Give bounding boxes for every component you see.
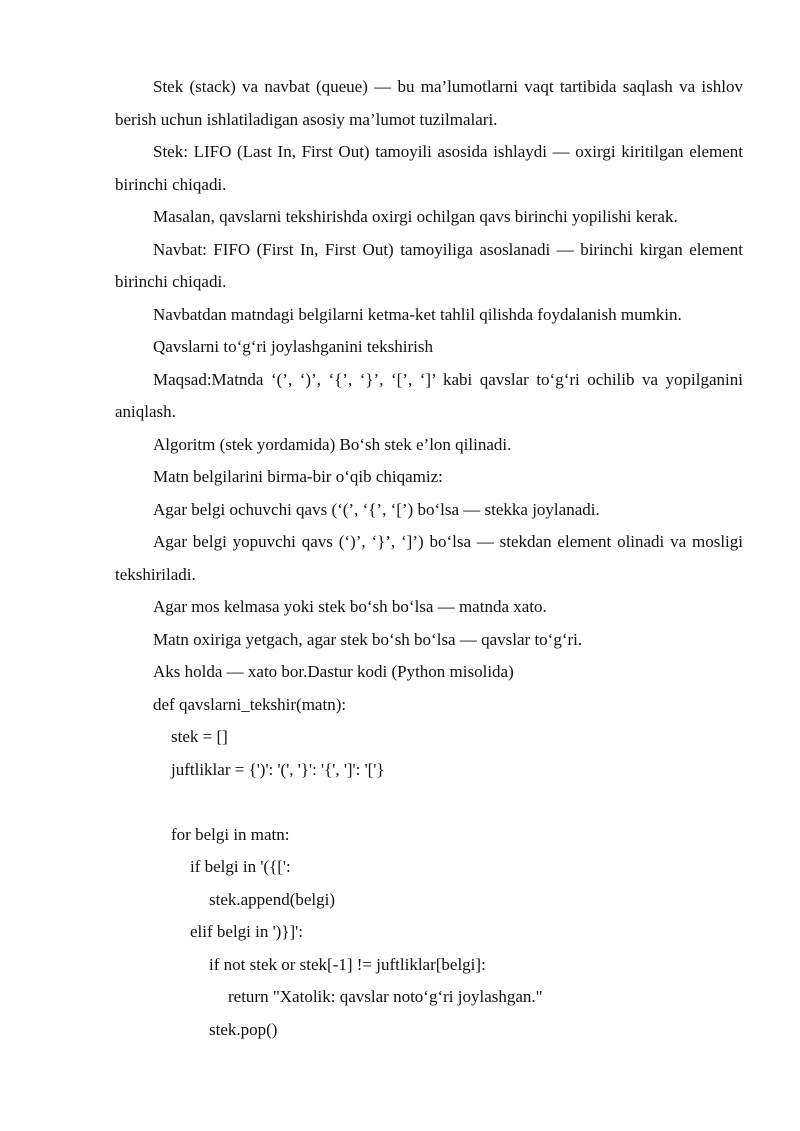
paragraph-step-mismatch: Agar mos kelmasa yoki stek bo‘sh bo‘lsa — matnda xato.: [153, 597, 547, 616]
paragraph-algorithm: Algoritm (stek yordamida) Bo‘sh stek e’lon qilinadi.: [153, 434, 512, 454]
section-heading: Qavslarni to‘g‘ri joylashganini tekshirish: [153, 337, 433, 356]
code-line: stek.pop(): [209, 1019, 278, 1039]
code-line: elif belgi in ')}]':: [190, 922, 303, 941]
code-line: def qavslarni_tekshir(matn):: [153, 694, 347, 714]
code-block: [115, 689, 743, 1047]
code-line: for belgi in matn:: [171, 824, 290, 844]
code-line: if belgi in '({[':: [190, 857, 291, 876]
paragraph-intro: Stek (stack) va navbat (queue) — bu ma’lumotlarni vaqt tartibida saqlash va ishlov berish uchun ishlatiladigan asosiy ma’lumot tuzilmalari.: [115, 77, 743, 129]
paragraph-queue-usage: Navbatdan matndagi belgilarni ketma-ket tahlil qilishda foydalanish mumkin.: [153, 304, 682, 324]
paragraph-queue-definition: Navbat: FIFO (First In, First Out) tamoyiliga asoslanadi — birinchi kirgan element birinchi chiqadi.: [115, 239, 743, 291]
code-line: return "Xatolik: qavslar noto‘g‘ri joylashgan.": [228, 987, 543, 1006]
paragraph-otherwise: Aks holda — xato bor.Dastur kodi (Python misolida): [153, 662, 514, 681]
code-blank-line: [115, 786, 743, 819]
document-page: [115, 71, 743, 1046]
code-line: stek.append(belgi): [209, 889, 336, 909]
paragraph-stack-definition: Stek: LIFO (Last In, First Out) tamoyili asosida ishlaydi — oxirgi kiritilgan element birinchi chiqadi.: [115, 142, 743, 194]
paragraph-step-end: Matn oxiriga yetgach, agar stek bo‘sh bo‘lsa — qavslar to‘g‘ri.: [153, 629, 583, 649]
code-line: if not stek or stek[-1] != juftliklar[belgi]:: [209, 954, 486, 974]
code-line: juftliklar = {')': '(', '}': '{', ']': '['}: [171, 759, 385, 779]
paragraph-step-open: Agar belgi ochuvchi qavs (‘(’, ‘{’, ‘[’) bo‘lsa — stekka joylanadi.: [153, 499, 600, 519]
paragraph-step-read: Matn belgilarini birma-bir o‘qib chiqamiz:: [153, 467, 443, 486]
code-line: stek = []: [171, 727, 228, 746]
paragraph-step-close: Agar belgi yopuvchi qavs (‘)’, ‘}’, ‘]’) bo‘lsa — stekdan element olinadi va mosligi tekshiriladi.: [115, 532, 743, 584]
paragraph-example: Masalan, qavslarni tekshirishda oxirgi ochilgan qavs birinchi yopilishi kerak.: [153, 207, 678, 226]
paragraph-goal: Maqsad:Matnda ‘(’, ‘)’, ‘{’, ‘}’, ‘[’, ‘]’ kabi qavslar to‘g‘ri ochilib va yopilganini aniqlash.: [115, 369, 743, 421]
